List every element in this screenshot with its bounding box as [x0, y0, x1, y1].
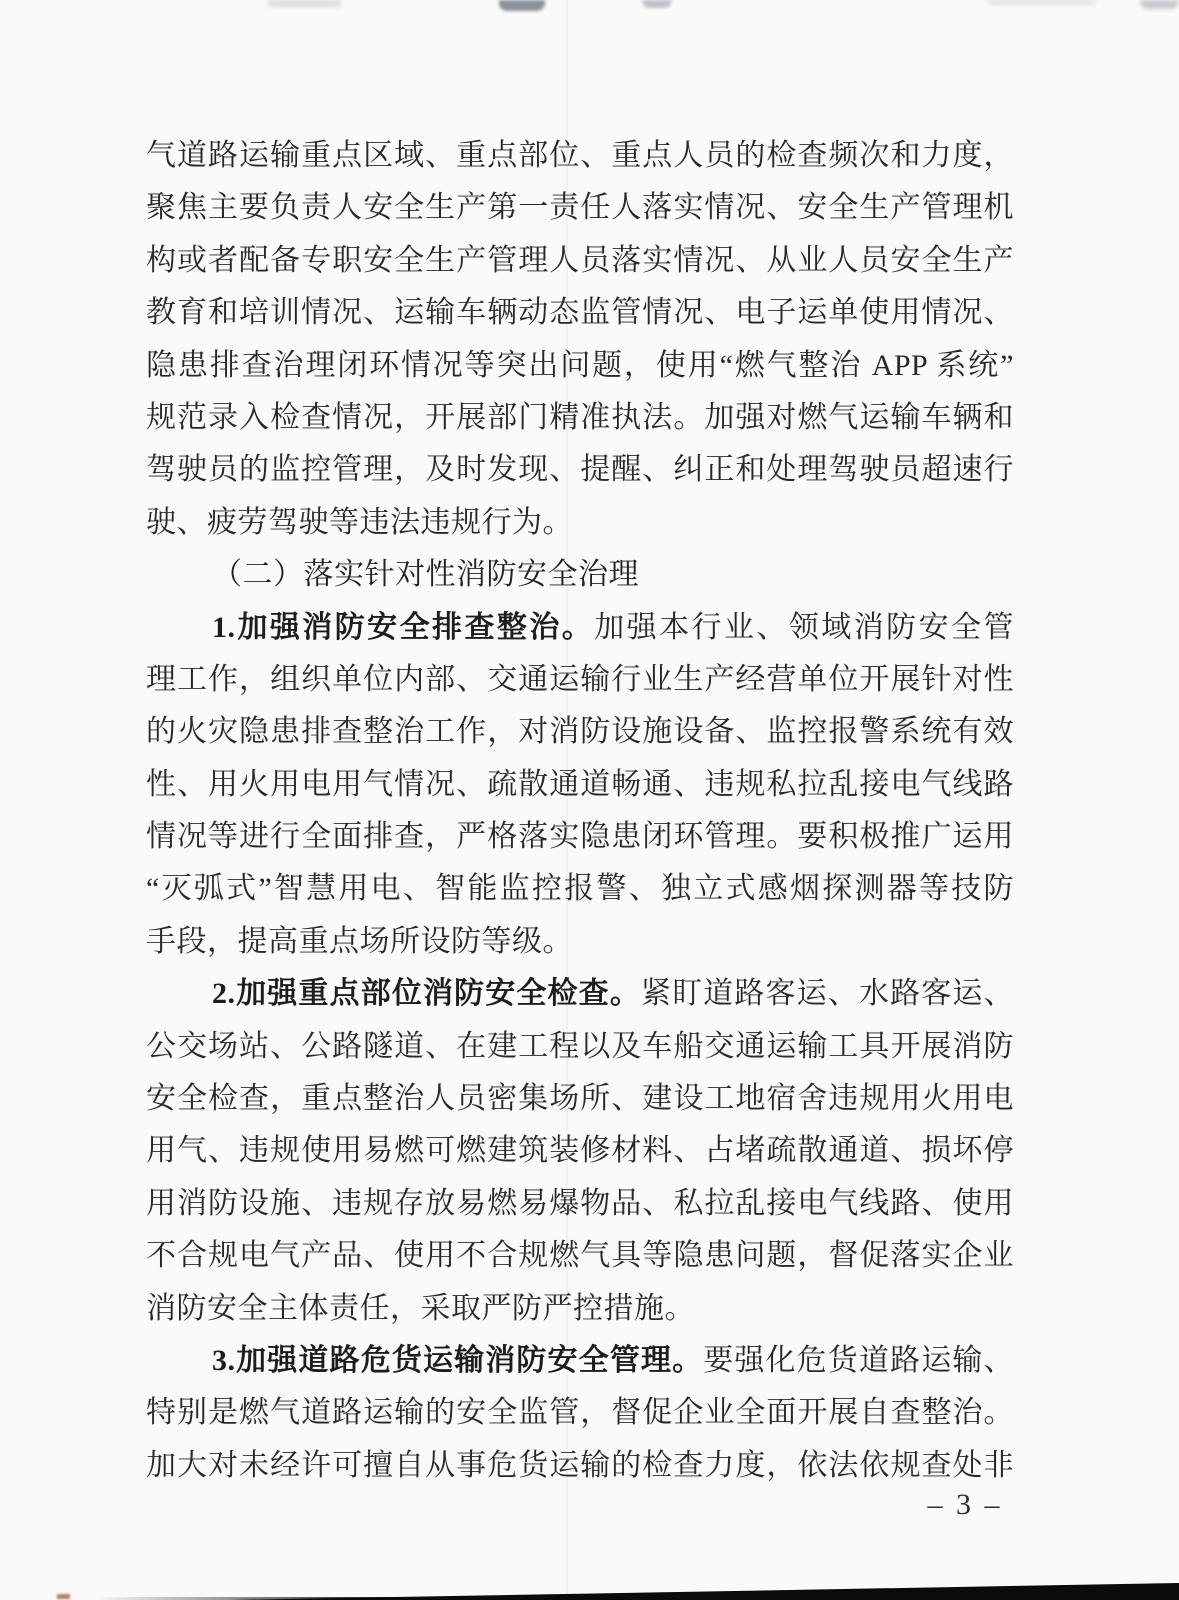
text-run: （二）落实针对性消防安全治理 — [212, 558, 639, 592]
text-run: 用消防设施、违规存放易燃易爆物品、私拉乱接电气线路、使用 — [146, 1186, 1014, 1220]
scan-red-mark — [57, 1594, 70, 1599]
text-line — [146, 759, 1014, 811]
page-number: – 3 – — [927, 1488, 1003, 1521]
text-line — [146, 235, 1014, 287]
bold-run: 1.加强消防安全排查整治。 — [212, 610, 595, 644]
text-line — [146, 497, 1014, 549]
scan-smudge — [642, 0, 672, 8]
text-run: 聚焦主要负责人安全生产第一责任人落实情况、安全生产管理机 — [146, 191, 1014, 225]
text-run: 驶、疲劳驾驶等违法违规行为。 — [146, 505, 573, 539]
text-run: 教育和培训情况、运输车辆动态监管情况、电子运单使用情况、 — [146, 296, 1014, 330]
text-run: 驾驶员的监控管理，及时发现、提醒、纠正和处理驾驶员超速行 — [146, 453, 1014, 487]
text-line — [146, 1021, 1014, 1073]
text-line — [146, 1230, 1014, 1282]
scan-smudge — [499, 0, 545, 11]
text-run: 用气、违规使用易燃可燃建筑装修材料、占堵疏散通道、损坏停 — [146, 1134, 1014, 1168]
text-line — [146, 1387, 1014, 1439]
text-line — [146, 340, 1014, 392]
text-run: 加强本行业、领域消防安全管 — [594, 610, 1014, 644]
text-line — [146, 182, 1014, 234]
text-run: 手段，提高重点场所设防等级。 — [146, 924, 573, 958]
bold-run: 2.加强重点部位消防安全检查。 — [212, 977, 641, 1011]
text-line — [146, 1125, 1014, 1177]
text-line — [146, 1440, 1014, 1492]
scan-smudge — [267, 0, 342, 7]
text-line — [146, 549, 1014, 601]
text-line — [146, 444, 1014, 496]
scan-smudge — [986, 0, 1096, 5]
text-line — [146, 602, 1014, 654]
scan-smudge — [1140, 0, 1179, 9]
text-run: 要强化危货道路运输、 — [703, 1343, 1014, 1377]
text-run: “灭弧式”智慧用电、智能监控报警、独立式感烟探测器等技防 — [146, 872, 1014, 906]
text-run: 理工作，组织单位内部、交通运输行业生产经营单位开展针对性 — [146, 662, 1014, 696]
text-run: 情况等进行全面排查，严格落实隐患闭环管理。要积极推广运用 — [146, 820, 1014, 854]
text-line — [146, 130, 1014, 182]
text-run: 加大对未经许可擅自从事危货运输的检查力度，依法依规查处非 — [146, 1448, 1014, 1482]
text-run: 紧盯道路客运、水路客运、 — [640, 977, 1014, 1011]
text-run: 公交场站、公路隧道、在建工程以及车船交通运输工具开展消防 — [146, 1029, 1014, 1063]
text-run: 安全检查，重点整治人员密集场所、建设工地宿舍违规用火用电 — [146, 1082, 1014, 1116]
text-run: 特别是燃气道路运输的安全监管，督促企业全面开展自查整治。 — [146, 1396, 1014, 1430]
text-line — [146, 392, 1014, 444]
text-block — [146, 130, 1014, 1492]
text-line — [146, 916, 1014, 968]
text-line — [146, 706, 1014, 758]
text-line — [146, 863, 1014, 915]
text-line — [146, 1335, 1014, 1387]
bold-run: 3.加强道路危货运输消防安全管理。 — [212, 1343, 704, 1377]
text-run: 性、用火用电用气情况、疏散通道畅通、违规私拉乱接电气线路 — [146, 767, 1014, 801]
text-run: 气道路运输重点区域、重点部位、重点人员的检查频次和力度， — [146, 139, 1014, 172]
text-line — [146, 1178, 1014, 1230]
text-line — [146, 968, 1014, 1020]
text-run: 不合规电气产品、使用不合规燃气具等隐患问题，督促落实企业 — [146, 1239, 1014, 1273]
text-run: 隐患排查治理闭环情况等突出问题，使用“燃气整治 APP 系统” — [146, 348, 1014, 382]
text-line — [146, 1283, 1014, 1335]
text-line — [146, 1073, 1014, 1125]
text-line — [146, 811, 1014, 863]
text-run: 构或者配备专职安全生产管理人员落实情况、从业人员安全生产 — [146, 243, 1014, 277]
text-run: 规范录入检查情况，开展部门精准执法。加强对燃气运输车辆和 — [146, 400, 1014, 434]
text-line — [146, 654, 1014, 706]
text-run: 消防安全主体责任，采取严防严控措施。 — [146, 1291, 695, 1325]
text-run: 的火灾隐患排查整治工作，对消防设施设备、监控报警系统有效 — [146, 715, 1014, 749]
text-line — [146, 287, 1014, 339]
